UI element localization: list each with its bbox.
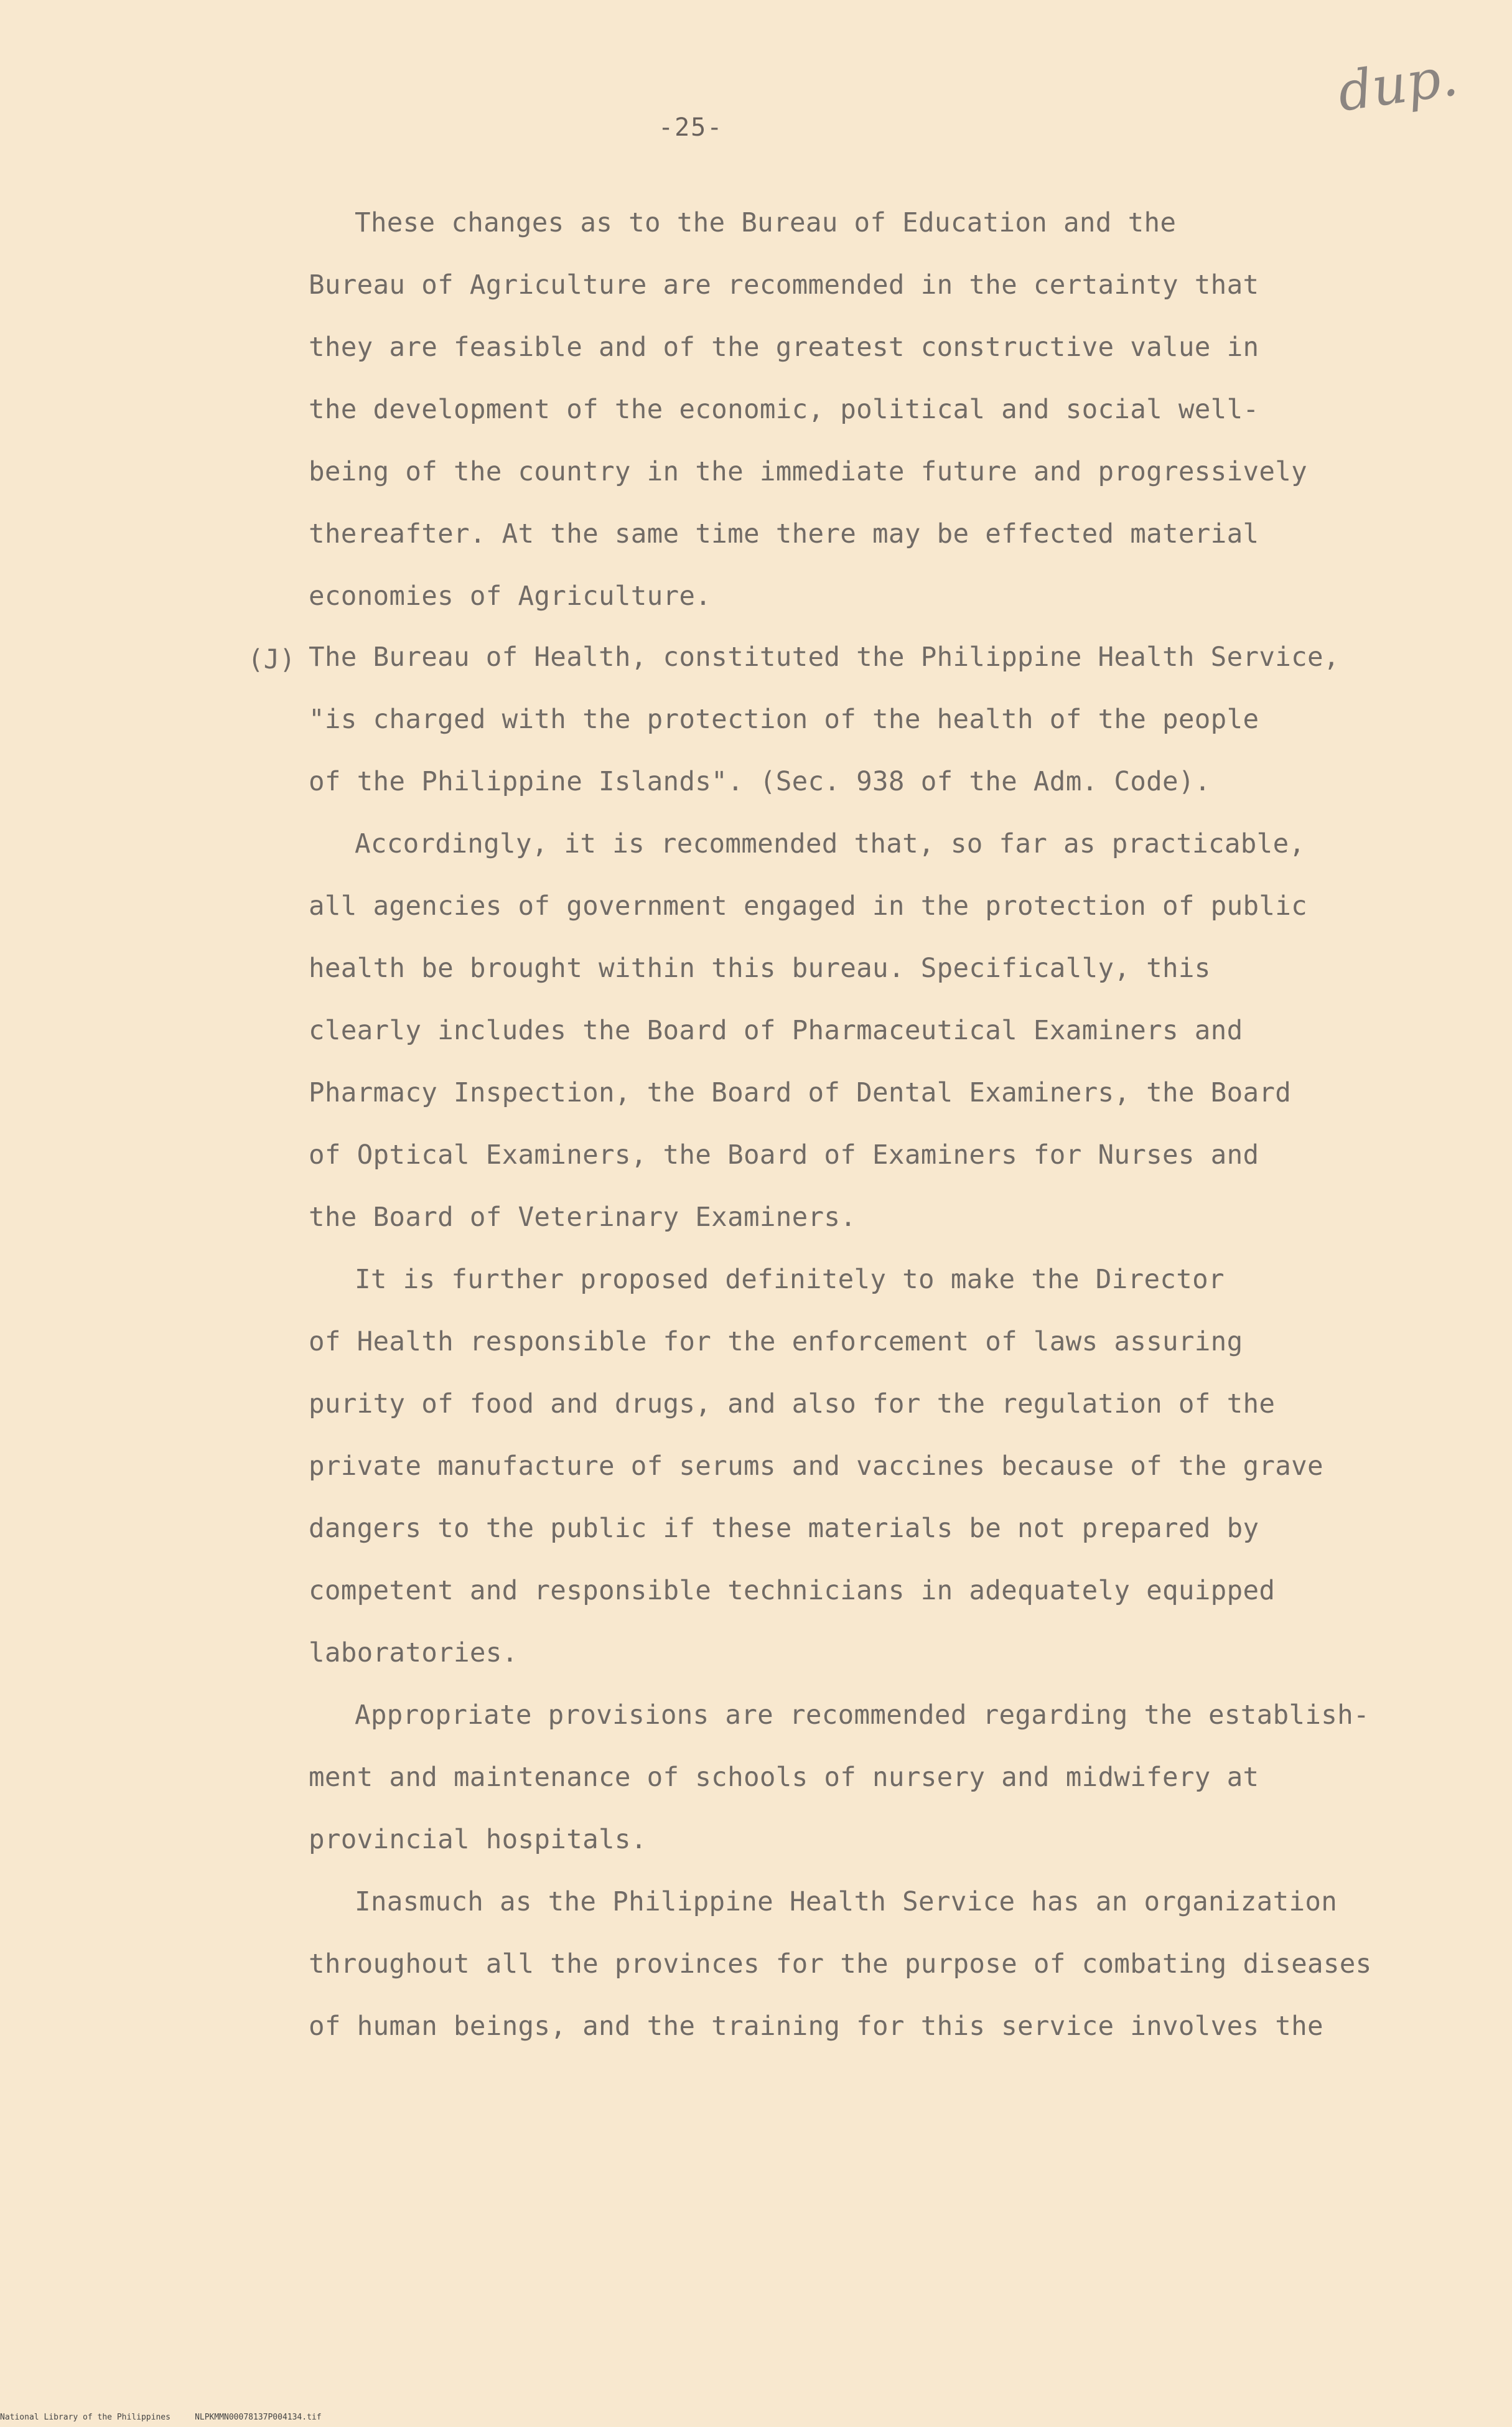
- text-line: purity of food and drugs, and also for the regulation of the: [309, 1389, 1276, 1419]
- text-line: private manufacture of serums and vaccines because of the grave: [309, 1451, 1323, 1482]
- text-line: Accordingly, it is recommended that, so far as practicable,: [355, 829, 1305, 859]
- text-line: dangers to the public if these materials be not prepared by: [309, 1513, 1259, 1544]
- text-line: Pharmacy Inspection, the Board of Dental Examiners, the Board: [309, 1078, 1292, 1108]
- text-line: Inasmuch as the Philippine Health Service has an organization: [355, 1887, 1338, 1917]
- text-line: Appropriate provisions are recommended regarding the establish-: [355, 1700, 1370, 1731]
- text-line: of the Philippine Islands". (Sec. 938 of the Adm. Code).: [309, 767, 1211, 797]
- text-line: health be brought within this bureau. Specifically, this: [309, 953, 1211, 984]
- text-line: clearly includes the Board of Pharmaceutical Examiners and: [309, 1016, 1243, 1046]
- text-line: laboratories.: [309, 1638, 518, 1668]
- text-line: they are feasible and of the greatest constructive value in: [309, 332, 1259, 363]
- text-line: "is charged with the protection of the health of the people: [309, 704, 1259, 735]
- text-line: Bureau of Agriculture are recommended in the certainty that: [309, 270, 1259, 301]
- text-line: It is further proposed definitely to make the Director: [355, 1265, 1225, 1295]
- text-line: the development of the economic, political and social well-: [309, 395, 1259, 425]
- text-line: These changes as to the Bureau of Education and the: [355, 208, 1177, 238]
- text-line: The Bureau of Health, constituted the Philippine Health Service,: [309, 642, 1340, 673]
- text-line: of Health responsible for the enforcement of laws assuring: [309, 1327, 1243, 1357]
- text-line: throughout all the provinces for the purpose of combating diseases: [309, 1949, 1372, 1980]
- text-line: being of the country in the immediate future and progressively: [309, 457, 1308, 487]
- text-line: thereafter. At the same time there may be effected material: [309, 519, 1259, 549]
- archive-footer: National Library of the Philippines NLPKMMN00078137P004134.tif: [0, 2413, 322, 2422]
- page-number: -25-: [658, 113, 724, 142]
- item-label: (J): [248, 645, 296, 675]
- text-line: competent and responsible technicians in adequately equipped: [309, 1576, 1276, 1606]
- text-line: of human beings, and the training for this service involves the: [309, 2011, 1323, 2042]
- text-line: all agencies of government engaged in the protection of public: [309, 891, 1308, 922]
- handwritten-annotation: dup.: [1333, 45, 1462, 124]
- text-line: the Board of Veterinary Examiners.: [309, 1202, 857, 1233]
- text-line: of Optical Examiners, the Board of Examiners for Nurses and: [309, 1140, 1259, 1171]
- text-line: provincial hospitals.: [309, 1825, 647, 1855]
- text-line: ment and maintenance of schools of nursery and midwifery at: [309, 1762, 1259, 1793]
- text-line: economies of Agriculture.: [309, 581, 712, 612]
